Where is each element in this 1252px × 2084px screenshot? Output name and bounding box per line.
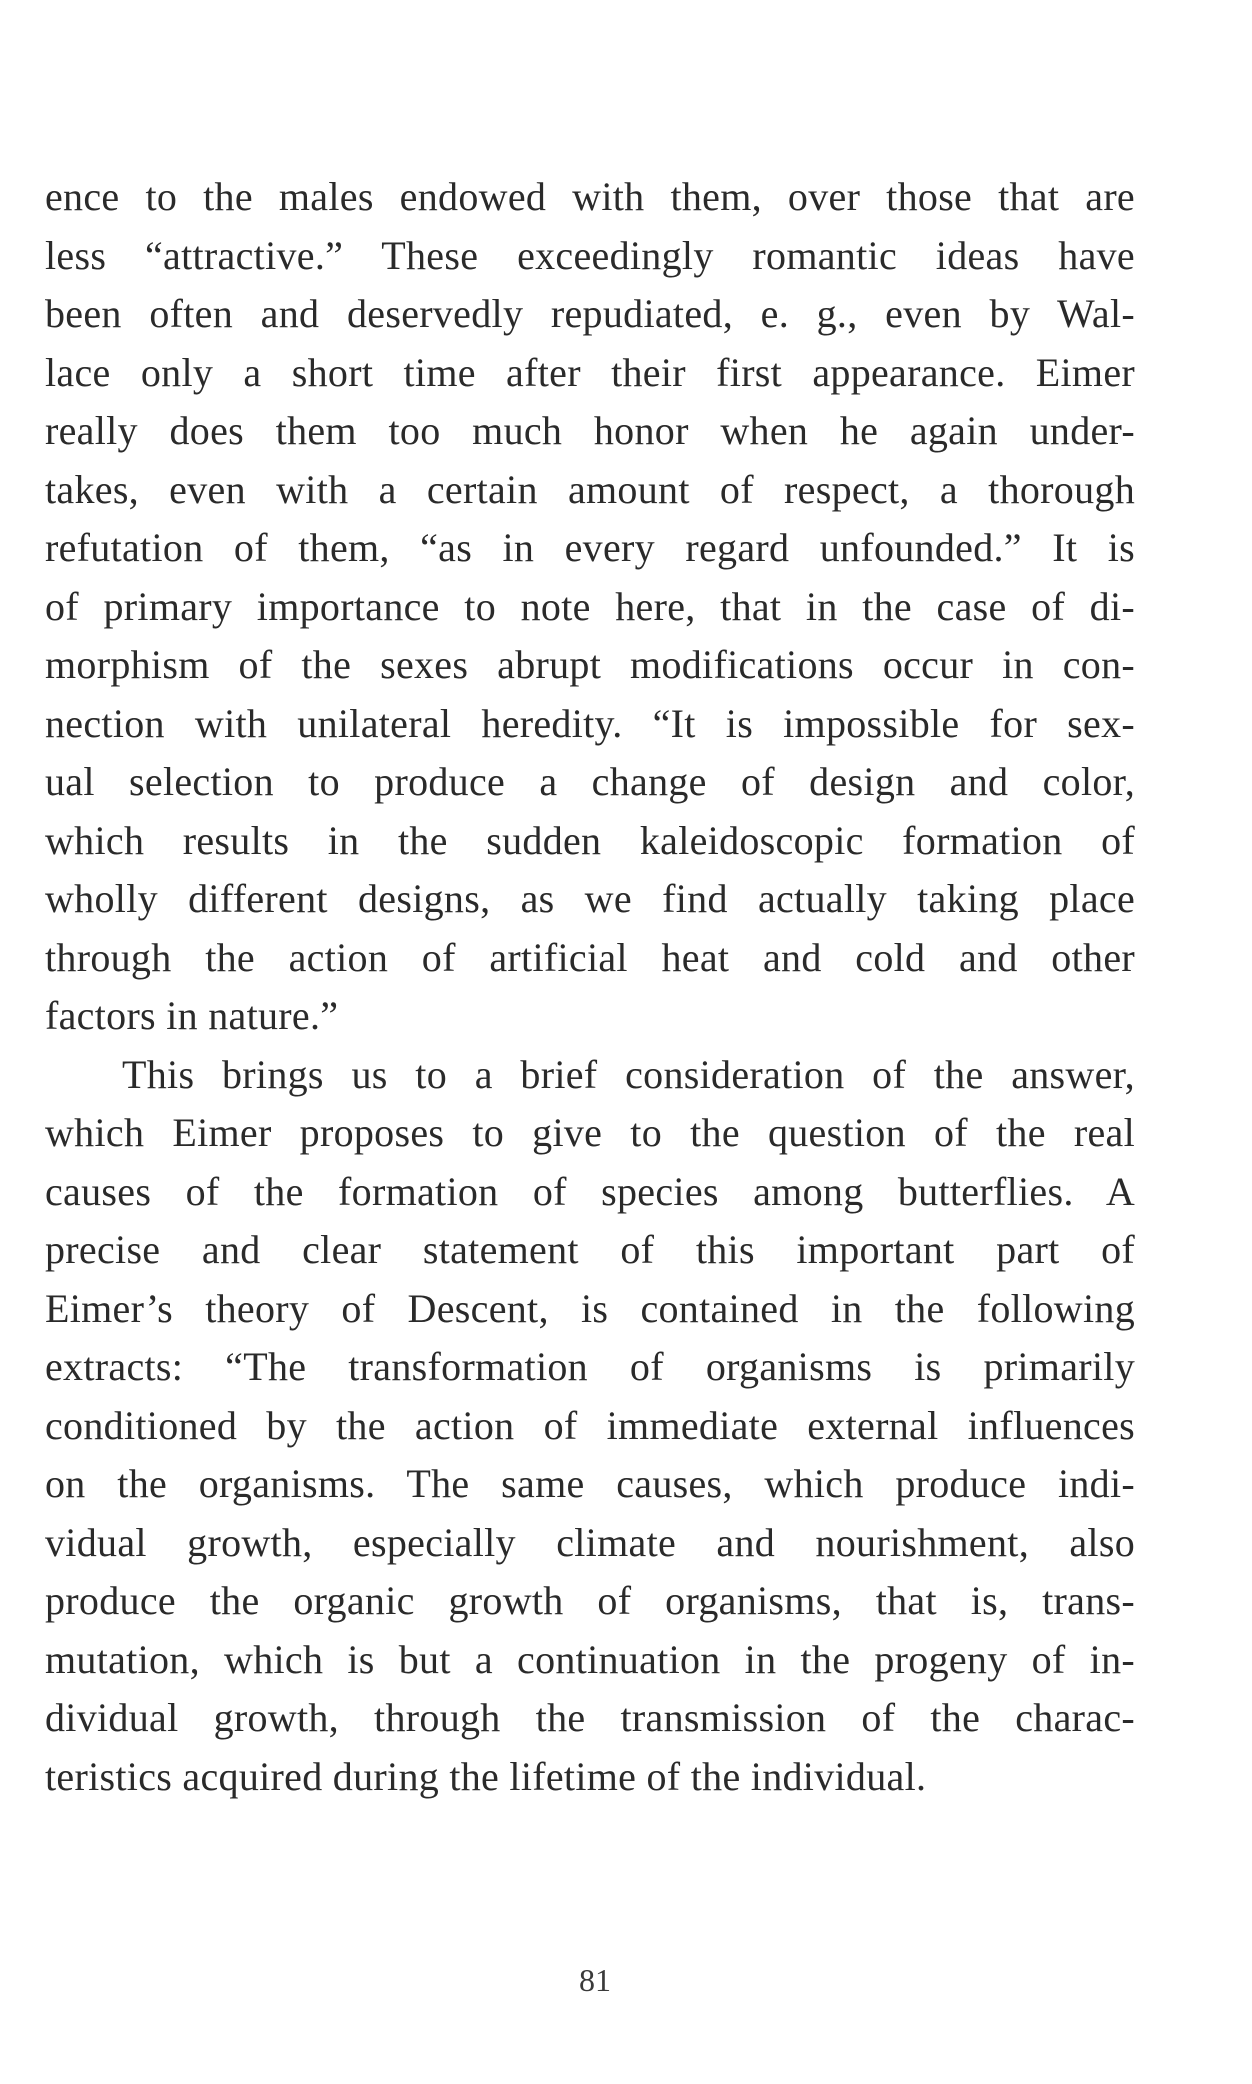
text-line: precise and clear statement of this important part of (45, 1227, 1135, 1272)
text-line: factors in nature.” (45, 993, 339, 1038)
text-line: vidual growth, especially climate and nourishment, also (45, 1519, 1135, 1565)
text-line: This brings us to a brief consideration of the answer, (122, 1051, 1135, 1097)
text-line: lace only a short time after their first appearance. Eimer (45, 349, 1135, 395)
text-line: ual selection to produce a change of design and color, (45, 759, 1135, 804)
text-line: takes, even with a certain amount of respect, a thorough (45, 466, 1135, 512)
text-line: wholly different designs, as we find actually taking place (45, 876, 1135, 921)
text-line: been often and deservedly repudiated, e. g., even by Wal- (45, 291, 1135, 336)
text-line: which Eimer proposes to give to the question of the real (45, 1110, 1135, 1155)
text-line: mutation, which is but a continuation in the progeny of in- (45, 1636, 1135, 1682)
paragraph-2 (45, 1046, 1135, 1807)
page-number: 81 (579, 1962, 611, 1998)
text-line: nection with unilateral heredity. “It is impossible for sex- (45, 700, 1135, 746)
text-line: teristics acquired during the lifetime of the individual. (45, 1753, 927, 1799)
text-line: morphism of the sexes abrupt modifications occur in con- (45, 642, 1135, 687)
text-line: conditioned by the action of immediate external influences (45, 1402, 1135, 1448)
text-line: extracts: “The transformation of organisms is primarily (45, 1344, 1135, 1389)
paragraph-1 (45, 168, 1135, 1046)
text-line: produce the organic growth of organisms, that is, trans- (45, 1578, 1135, 1623)
text-line: on the organisms. The same causes, which produce indi- (45, 1461, 1135, 1506)
text-line: ence to the males endowed with them, over those that are (45, 174, 1135, 219)
body-text (45, 168, 1135, 1806)
text-line: dividual growth, through the transmission of the charac- (45, 1695, 1135, 1740)
text-line: which results in the sudden kaleidoscopic formation of (45, 817, 1135, 863)
text-line: really does them too much honor when he again under- (45, 408, 1135, 453)
text-line: less “attractive.” These exceedingly romantic ideas have (45, 232, 1135, 278)
text-line: of primary importance to note here, that in the case of di- (45, 583, 1135, 629)
text-line: Eimer’s theory of Descent, is contained in the following (45, 1285, 1135, 1331)
text-line: refutation of them, “as in every regard unfounded.” It is (45, 525, 1135, 570)
text-line: causes of the formation of species among butterflies. A (45, 1168, 1135, 1214)
text-line: through the action of artificial heat and cold and other (45, 934, 1135, 980)
